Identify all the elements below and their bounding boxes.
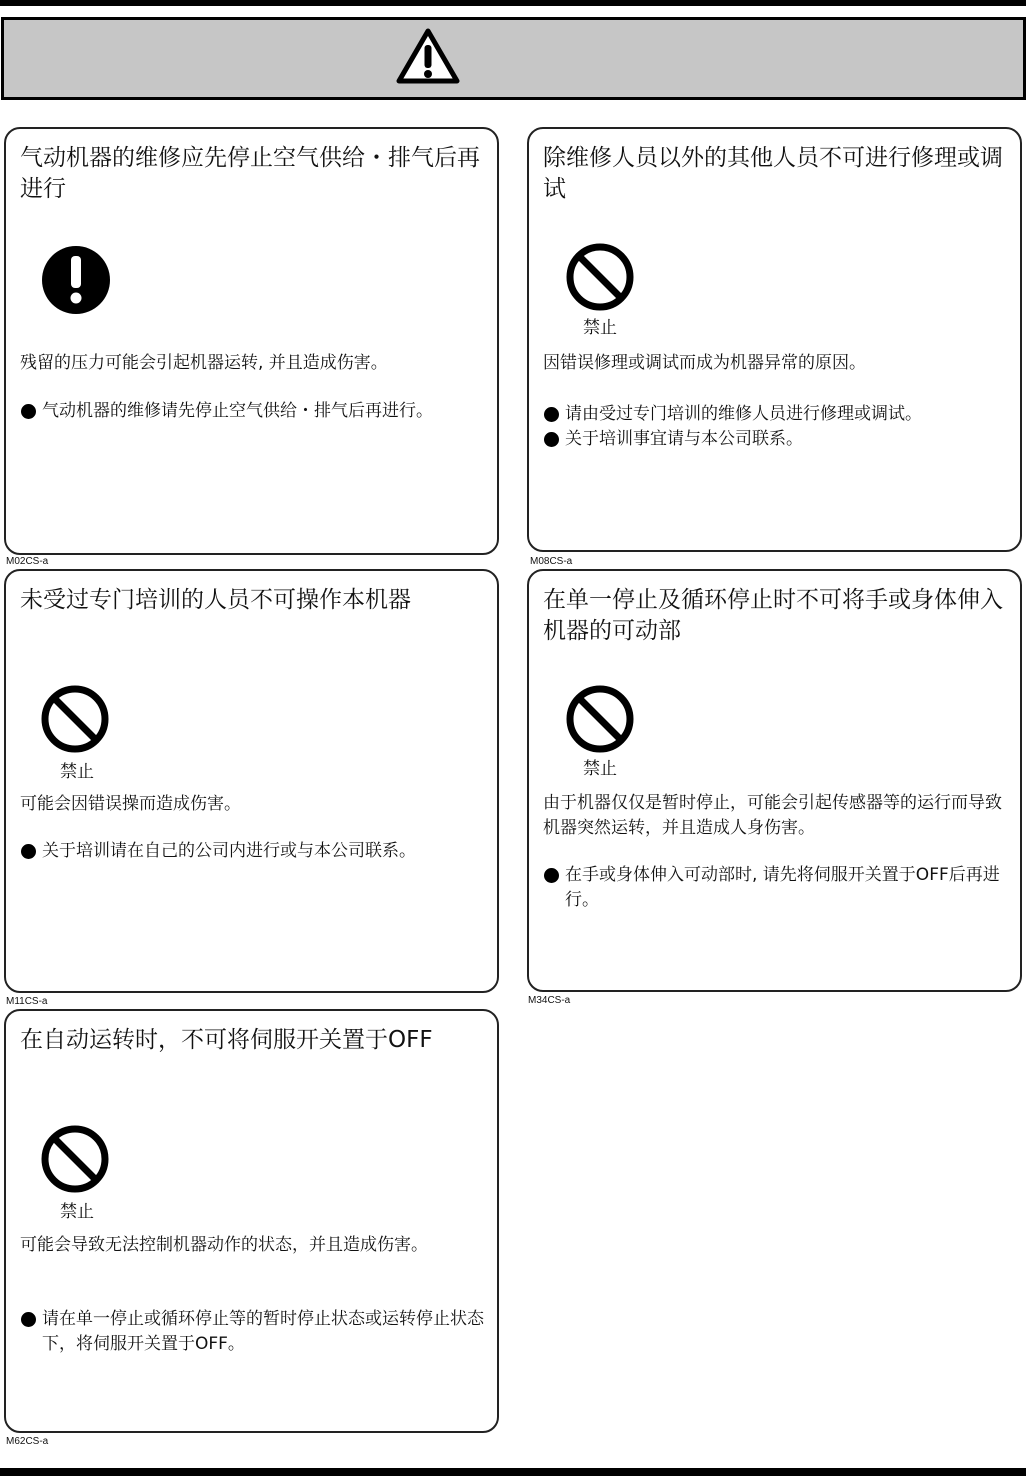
symbol-label: 禁止 xyxy=(60,762,94,782)
safety-card-m34 xyxy=(527,569,1022,992)
mandatory-action-icon xyxy=(40,244,112,316)
card-title: 气动机器的维修应先停止空气供给・排气后再进行 xyxy=(20,145,480,202)
card-bullets xyxy=(543,402,1016,452)
bullet-item: 气动机器的维修请先停止空气供给・排气后再进行。 xyxy=(20,399,493,424)
card-description: 因错误修理或调试而成为机器异常的原因。 xyxy=(543,353,866,373)
card-code: M02CS-a xyxy=(6,556,49,567)
bottom-rule xyxy=(0,1468,1026,1476)
card-bullets xyxy=(20,399,493,424)
bullet-item: 关于培训事宜请与本公司联系。 xyxy=(543,427,1016,452)
bullet-item: 关于培训请在自己的公司内进行或与本公司联系。 xyxy=(20,839,493,864)
warning-triangle-icon xyxy=(396,28,460,84)
safety-card-m11 xyxy=(4,569,499,993)
prohibition-icon xyxy=(40,1124,110,1194)
prohibition-icon xyxy=(565,242,635,312)
symbol-label: 禁止 xyxy=(60,1202,94,1222)
card-code: M34CS-a xyxy=(528,995,571,1006)
card-description: 可能会因错误操而造成伤害。 xyxy=(20,794,241,814)
safety-card-m08 xyxy=(527,127,1022,552)
bullet-item: 请在单一停止或循环停止等的暂时停止状态或运转停止状态下，将伺服开关置于OFF。 xyxy=(20,1307,485,1357)
prohibition-icon xyxy=(40,684,110,754)
card-code: M11CS-a xyxy=(6,996,48,1007)
bullet-item: 请由受过专门培训的维修人员进行修理或调试。 xyxy=(543,402,1016,427)
bullet-item: 在手或身体伸入可动部时, 请先将伺服开关置于OFF后再进行。 xyxy=(543,863,1016,913)
card-title: 未受过专门培训的人员不可操作本机器 xyxy=(20,587,411,613)
card-bullets xyxy=(20,1307,485,1357)
card-description: 残留的压力可能会引起机器运转, 并且造成伤害。 xyxy=(20,353,388,373)
card-title: 在自动运转时，不可将伺服开关置于OFF xyxy=(20,1027,433,1053)
symbol-label: 禁止 xyxy=(583,759,617,779)
card-title: 除维修人员以外的其他人员不可进行修理或调试 xyxy=(543,145,1003,202)
card-bullets xyxy=(20,839,493,864)
prohibition-icon xyxy=(565,684,635,754)
card-bullets xyxy=(543,863,1016,913)
top-rule xyxy=(0,0,1026,6)
card-code: M08CS-a xyxy=(530,556,573,567)
card-description: 由于机器仅仅是暂时停止，可能会引起传感器等的运行而导致机器突然运转，并且造成人身伤害。 xyxy=(543,793,1002,838)
card-description: 可能会导致无法控制机器动作的状态，并且造成伤害。 xyxy=(20,1235,428,1255)
safety-card-m62 xyxy=(4,1009,499,1433)
card-code: M62CS-a xyxy=(6,1436,49,1447)
card-title: 在单一停止及循环停止时不可将手或身体伸入机器的可动部 xyxy=(543,587,1003,644)
symbol-label: 禁止 xyxy=(583,318,617,338)
warning-banner xyxy=(1,17,1026,100)
safety-card-m02 xyxy=(4,127,499,555)
